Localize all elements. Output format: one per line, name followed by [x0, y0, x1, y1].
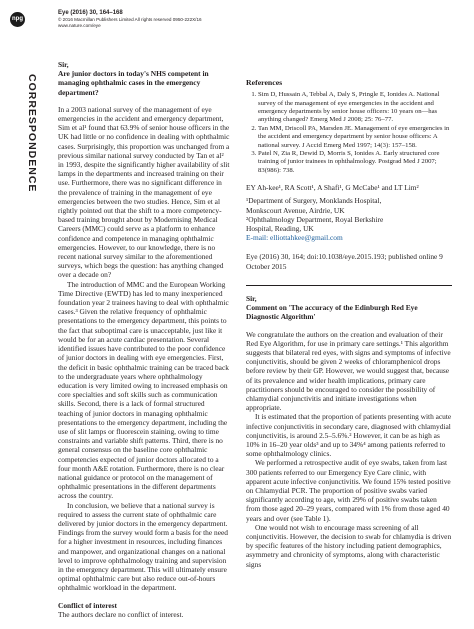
- body-paragraph: It is estimated that the proportion of patients presenting with acute infective conjunctivitis in secondary care, diagnosed with chlamydial conjunctivitis, is around 2.5–5.6%.² However, it can be as high as 10% in 16–20 year olds³ and up to 34%⁴ among patients referred to some ophthalmology clinics.: [246, 412, 452, 459]
- body-paragraph: We performed a retrospective audit of eye swabs, taken from last 300 patients referred to our Emergency Eye Care clinic, with apparent acute infective conjunctivitis. We found 15% tested positive on Chlamydial PCR. The proportion of positive swabs varied significantly according to age, with 29% of positive swabs taken from those aged 20–29 years, compared with 1% from those aged 40 years and over (see Table 1).: [246, 458, 451, 523]
- body-paragraph: In a 2003 national survey of the management of eye emergencies in the accident and emergency department, Sim et al¹ found that 63.9% of senior house officers in the UK had little or no confidence in dealing with ophthalmic cases. Surprisingly, this proportion was unchanged from a previous similar national survey conducted by Tan et al² in 1993, despite the significantly higher availability of slit lamps in the departments and increased training on their use. Furthermore, there was no significant difference in the prevalence of training in the management of eye emergencies between the two studies. Hence, Sim et al rightly pointed out that the shift to a more competency-based training brought about by Modernising Medical Careers (MMC) could serve as a platform to enhance confidence and competence in managing ophthalmic emergencies. However, to our knowledge, there is no recent national survey similar to the aforementioned surveys, which begs the question: has anything changed over a decade on?: [58, 104, 230, 280]
- body-paragraph: We congratulate the authors on the creation and evaluation of their Red Eye Algorithm, for use in primary care settings.¹ This algorithm suggests that bilateral red eyes, with signs and symptoms of infective conjunctivitis, should be given 2 weeks of chloramphenicol drops before review by their GP. However, we would suggest that, because of its prevalence and wider health implications, primary care practitioners should be encouraged to consider the possibility of chlamydial conjunctivitis and initiate investigations when appropriate.: [246, 329, 451, 413]
- affiliation-line: Hospital, Reading, UK: [246, 224, 314, 234]
- references-list: [246, 91, 452, 175]
- letter-divider: [246, 285, 452, 286]
- letter-title: Are junior doctors in today's NHS competent in managing ophthalmic cases in the emergency department?: [58, 69, 209, 97]
- body-paragraph: In conclusion, we believe that a national survey is required to assess the current state of ophthalmic care delivered by junior doctors in the emergency department. Findings from the survey would form a basis for the need for a higher investment in resources, including finances and manpower, and organizational changes on a national level to improve ophthalmology training and supervision in the emergency department. This will ultimately ensure optimal ophthalmic care but also reduce out-of-hours ophthalmic workload in the department.: [58, 500, 228, 593]
- affiliation-line: ²Ophthalmology Department, Royal Berkshire: [246, 214, 384, 224]
- letter2-salutation: Sir,: [246, 293, 257, 303]
- citation-line: Eye (2016) 30, 164; doi:10.1038/eye.2015.193; published online 9 October 2015: [246, 252, 443, 271]
- journal-line: Eye (2016) 30, 164–168: [58, 10, 123, 16]
- letter2-title: Comment on 'The accuracy of the Edinburgh Red Eye Diagnostic Algorithm': [246, 303, 418, 322]
- email-link[interactable]: E-mail: elliottahkee@gmail.com: [246, 233, 343, 243]
- copyright-line: © 2016 Macmillan Publishers Limited All rights reserved 0950-222X/16: [58, 17, 202, 22]
- references-heading: References: [246, 78, 283, 87]
- body-paragraph: One would not wish to encourage mass screening of all conjunctivitis. However, the decision to swab for chlamydia is driven by specific features of the history including patient demographics, asymmetry and chronicity of symptoms, along with characteristic signs: [246, 522, 452, 569]
- conflict-heading: Conflict of interest: [58, 600, 117, 610]
- body-paragraph: The introduction of MMC and the European Working Time Directive (EWTD) has led to many inexperienced foundation year 2 trainees having to deal with ophthalmic cases.³ Given the relative frequency of ophthalmic presentations to the emergency department, this points to the fact that suboptimal care is unacceptable, just like it would be for an acute cardiac presentation. Several identified issues have contributed to the poor confidence of junior doctors in dealing with eye emergencies. First, the deficit in basic ophthalmic training can be traced back to the undergraduate years where ophthalmology education is very limited owing to increased emphasis on core specialties and soft skills such as communication skills. Second, there is a lack of formal structured teaching of junior doctors in managing ophthalmic presentations to the emergency department, including the use of slit lamps or fluorescein staining, owing to time constraints and variable shift patterns. Third, there is no general consensus on the baseline core ophthalmic competencies expected of junior doctors allocated to a four month A&E rotation. Furthermore, there is no clear national guidance or protocol on the management of ophthalmic presentations in the different departments across the country.: [58, 279, 229, 501]
- publisher-logo: npg: [10, 12, 25, 27]
- section-label: CORRESPONDENCE: [26, 74, 38, 193]
- affiliation-line: ¹Department of Surgery, Monklands Hospital,: [246, 196, 382, 206]
- section-sidebar: [24, 74, 40, 224]
- reference-item: 2. Tan MM, Driscoll PA, Marsden JE. Management of eye emergencies in the accident and emergency department by senior house officers: A national survey. J Accid Emerg Med 1997; 14(3): 157–158.: [258, 125, 452, 150]
- author-list: EY Ah-kee¹, RA Scott¹, A Shafi¹, G McCabe¹ and LT Lim²: [246, 183, 419, 193]
- affiliation-line: Monkscourt Avenue, Airdrie, UK: [246, 205, 345, 215]
- journal-url[interactable]: www.nature.com/eye: [58, 23, 101, 28]
- letter-salutation: Sir,: [58, 60, 69, 69]
- affiliations: [246, 196, 452, 242]
- page-header: [0, 0, 474, 36]
- reference-item: 1. Sim D, Hussain A, Tebbal A, Daly S, Pringle E, Ionides A. National survey of the management of eye emergencies in the accident and emergency departments by senior house officers: 10 years on—has anything changed? Emerg Med J 2008; 25: 76–77.: [258, 91, 452, 125]
- reference-item: 3. Patel N, Zia R, Dewid D, Morris S, Ionides A. Early structured core training of junior trainees in ophthalmology. Postgrad Med J 2007; 83(986): 738.: [258, 150, 452, 175]
- journal-info: [58, 10, 202, 29]
- right-column: [246, 78, 452, 569]
- left-column: [58, 60, 230, 619]
- conflict-statement: The authors declare no conflict of interest.: [58, 609, 184, 619]
